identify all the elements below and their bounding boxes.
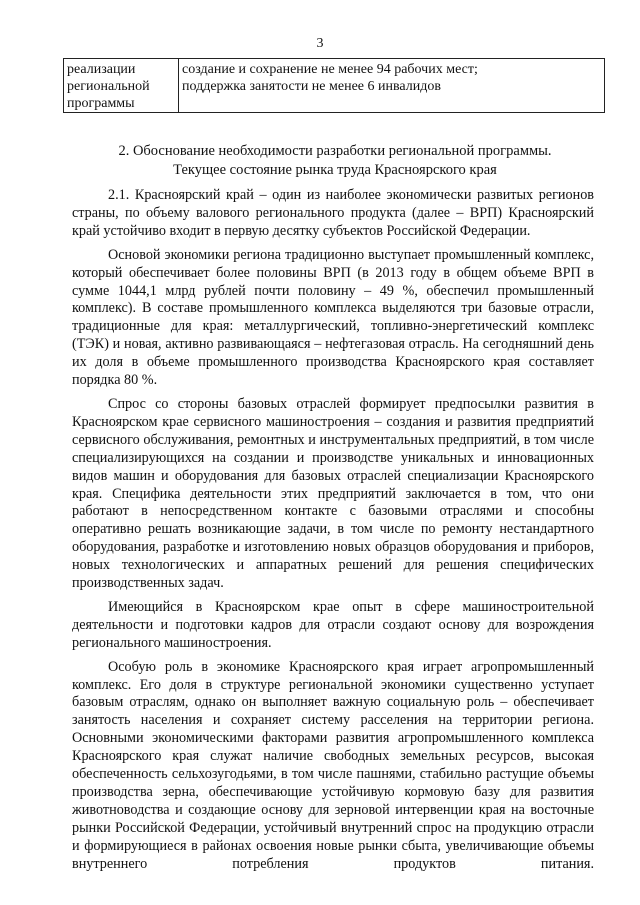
paragraph: Основой экономики региона традиционно выступает промышленный комплекс, который обеспечивает более половины ВРП (в 2013 году в общем объеме ВРП в сумме 1044,1 млрд рублей почти половину – 49 %, обеспечил промышленный комплекс). В составе промышленного комплекса выделяются три базовые отрасли, традиционные для края: металлургический, топливно-энергетический комплекс (ТЭК) и новая, активно развивающаяся – нефтегазовая отрасль. На сегодняшний день их доля в объеме промышленного производства Красноярского края составляет порядка 80 %. [72,246,594,389]
table-row [64,59,605,113]
paragraph: 2.1. Красноярский край – один из наиболее экономически развитых регионов страны, по объему валового регионального продукта (далее – ВРП) Красноярский край устойчиво входит в первую десятку субъектов Российской Федерации. [72,187,594,239]
table-cell-value [179,59,605,113]
paragraph: Особую роль в экономике Красноярского края играет агропромышленный комплекс. Его доля в структуре региональной экономики существенно уступает базовым отраслям, однако он выполняет важную социальную роль – обеспечивает занятость населения и сохраняет систему расселения на территории региона. Основными экономическими факторами развития агропромышленного комплекса Красноярского края служат наличие свободных земельных ресурсов, высокая обеспеченность сельхозугодьями, в том числе пашнями, стабильно растущие объемы производства зерна, обеспечивающие устойчивую кормовую базу для развития животноводства и создающие основу для зерновой интервенции края на восточные рынки Российской Федерации, устойчивый внутренний спрос на продукцию отрасли и формирующиеся в районах освоения новые рынки сбыта, увеличивающие объемы внутреннего потребления продуктов питания. [72,658,594,872]
section-heading-line: Текущее состояние рынка труда Красноярского края [173,162,497,178]
table-value-line: поддержка занятости не менее 6 инвалидов [182,79,441,94]
program-results-table [63,58,605,113]
table-value-line: создание и сохранение не менее 94 рабочих мест; [182,62,478,77]
table-cell-label: реализации региональной программы [64,59,179,113]
section-heading [60,142,610,180]
section-body [72,187,594,880]
page-number: 3 [316,36,324,51]
paragraph: Имеющийся в Красноярском крае опыт в сфере машиностроительной деятельности и подготовки кадров для отрасли создают основу для возрождения регионального машиностроения. [72,598,594,651]
paragraph: Спрос со стороны базовых отраслей формирует предпосылки развития в Красноярском крае сервисного машиностроения – создания и развития предприятий сервисного обслуживания, ремонтных и инструментальных предприятий, в том числе специализирующихся на создании и производстве уникальных и инновационных видов машин и оборудования для базовых отраслей специализации Красноярского края. Специфика деятельности этих предприятий заключается в том, что они работают в непосредственном контакте с базовыми отраслями и способны оперативно решать возникающие задачи, в том числе по ремонту нестандартного оборудования, разработке и изготовлению новых образцов оборудования и приборов, новых технологических и аппаратных решений для решения специфических производственных задач. [72,395,594,592]
section-heading-line: 2. Обоснование необходимости разработки региональной программы. [118,143,552,159]
